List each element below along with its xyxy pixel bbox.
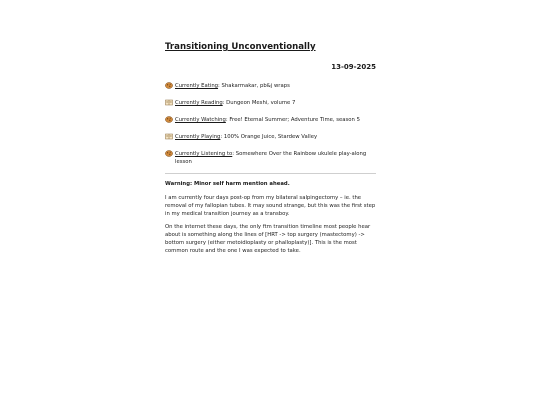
status-sep: : xyxy=(232,151,236,157)
status-sep: : xyxy=(218,83,222,89)
blog-post xyxy=(165,0,376,405)
warning-text: Warning: Minor self harm mention ahead. xyxy=(165,181,290,187)
paragraph: I am currently four days post-op from my bilateral salpingectomy – ie. the removal of my fallopian tubes. It may sound strange, but this was the first step in my medical transition journey as a transboy. xyxy=(165,195,376,217)
status-key: Currently Listening to xyxy=(175,151,233,157)
status-value: Somewhere Over the Rainbow ukulele play-along lesson xyxy=(175,151,367,165)
status-value: Free! Eternal Summer; Adventure Time, season 5 xyxy=(229,117,360,123)
paragraph: On the internet these days, the only ftm transition timeline most people hear about is something along the lines of [HRT -> top surgery (mastectomy) -> bottom surgery (either metoidioplasty or phalloplasty)]. This is the most common route and the one I was expected to take. xyxy=(165,224,371,254)
content-warning xyxy=(165,180,376,188)
section-divider xyxy=(165,173,376,174)
post-date: 13-09-2025 xyxy=(331,63,376,71)
cookie-icon xyxy=(165,116,173,123)
status-item-watching xyxy=(165,116,376,124)
status-key: Currently Watching xyxy=(175,117,226,123)
status-sep: : xyxy=(222,100,227,106)
status-key: Currently Eating xyxy=(175,83,219,89)
status-value: 100% Orange Juice, Stardew Valley xyxy=(223,134,318,140)
cookie-icon xyxy=(165,82,173,89)
cookie-icon xyxy=(165,150,173,157)
status-key: Currently Reading xyxy=(175,100,223,106)
status-item-playing xyxy=(165,133,376,141)
status-item-eating xyxy=(165,82,376,90)
status-sep: : xyxy=(225,117,230,123)
post-title: Transitioning Unconventionally xyxy=(165,42,316,52)
status-value: Shakarmakar, pb&j wraps xyxy=(221,83,290,89)
status-item-listening xyxy=(165,150,376,166)
currently-status-list xyxy=(165,82,376,175)
post-body xyxy=(165,180,376,257)
status-value: Dungeon Meshi, volume 7 xyxy=(226,100,296,106)
status-key: Currently Playing xyxy=(175,134,221,140)
book-icon xyxy=(165,133,173,140)
book-icon xyxy=(165,99,173,106)
status-sep: : xyxy=(220,134,224,140)
status-item-reading xyxy=(165,99,376,107)
